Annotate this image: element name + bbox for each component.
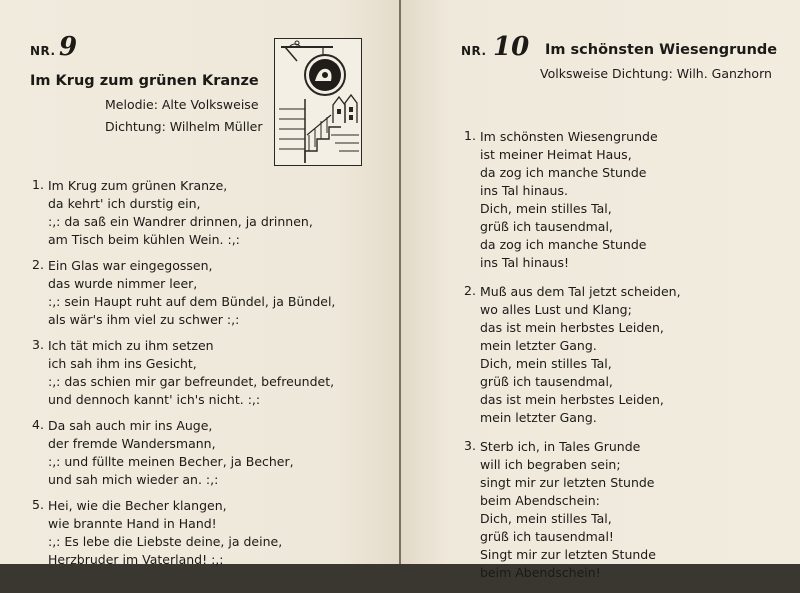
- song-title: Im schönsten Wiesengrunde: [545, 42, 778, 58]
- verse-line: :,: und füllte meinen Becher, ja Becher,: [48, 454, 294, 469]
- song-number: 9: [59, 32, 78, 62]
- verse-line: Muß aus dem Tal jetzt scheiden,: [480, 284, 681, 299]
- verse-line: das wurde nimmer leer,: [48, 276, 198, 291]
- left-page: [0, 0, 399, 567]
- verse-line: beim Abendschein:: [480, 493, 600, 508]
- verse-line: und sah mich wieder an. :,:: [48, 472, 219, 487]
- verse-line: Hei, wie die Becher klangen,: [48, 498, 227, 513]
- verse-line: Im schönsten Wiesengrunde: [480, 129, 658, 144]
- verse-line: der fremde Wandersmann,: [48, 436, 216, 451]
- verse-line: da zog ich manche Stunde: [480, 165, 647, 180]
- verse: [32, 497, 335, 569]
- verse-line: Da sah auch mir ins Auge,: [48, 418, 213, 433]
- verse: [32, 177, 335, 249]
- verse-line: Dich, mein stilles Tal,: [480, 511, 612, 526]
- verse-number: 1.: [464, 128, 476, 143]
- song-credits: Volksweise Dichtung: Wilh. Ganzhorn: [540, 66, 772, 81]
- verse-line: das ist mein herbstes Leiden,: [480, 392, 664, 407]
- melody-credit: Melodie: Alte Volksweise: [105, 97, 259, 112]
- verse-line: und dennoch kannt' ich's nicht. :,:: [48, 392, 261, 407]
- verse-line: beim Abendschein!: [480, 565, 601, 580]
- verse-line: grüß ich tausendmal!: [480, 529, 614, 544]
- tavern-illustration: [274, 38, 362, 166]
- song-title: Im Krug zum grünen Kranze: [30, 73, 259, 89]
- verse-line: ins Tal hinaus!: [480, 255, 569, 270]
- verse-line: wie brannte Hand in Hand!: [48, 516, 217, 531]
- verse-line: ich sah ihm ins Gesicht,: [48, 356, 197, 371]
- lyricist-credit: Dichtung: Wilhelm Müller: [105, 119, 263, 134]
- verse-line: :,: sein Haupt ruht auf dem Bündel, ja Bündel,: [48, 294, 336, 309]
- verse-number: 2.: [32, 257, 44, 272]
- right-verse-list: [464, 128, 681, 593]
- verse-number: 3.: [32, 337, 44, 352]
- verse: [32, 417, 335, 489]
- verse: [464, 283, 681, 427]
- verse-line: Ein Glas war eingegossen,: [48, 258, 213, 273]
- right-page: [401, 0, 800, 580]
- verse-line: da zog ich manche Stunde: [480, 237, 647, 252]
- verse-line: ins Tal hinaus.: [480, 183, 568, 198]
- verse-line: am Tisch beim kühlen Wein. :,:: [48, 232, 240, 247]
- song-nr-label: NR.: [461, 44, 487, 58]
- verse-line: singt mir zur letzten Stunde: [480, 475, 655, 490]
- verse-number: 1.: [32, 177, 44, 192]
- verse-line: Singt mir zur letzten Stunde: [480, 547, 656, 562]
- verse-line: mein letzter Gang.: [480, 410, 597, 425]
- verse-line: Dich, mein stilles Tal,: [480, 201, 612, 216]
- verse: [464, 128, 681, 272]
- left-verse-list: [32, 177, 336, 577]
- verse-line: :,: Es lebe die Liebste deine, ja deine,: [48, 534, 283, 549]
- verse: [464, 438, 681, 582]
- verse-number: 4.: [32, 417, 44, 432]
- verse-line: ist meiner Heimat Haus,: [480, 147, 632, 162]
- verse-line: will ich begraben sein;: [480, 457, 621, 472]
- verse-line: Dich, mein stilles Tal,: [480, 356, 612, 371]
- verse-line: Ich tät mich zu ihm setzen: [48, 338, 214, 353]
- verse: [32, 337, 335, 409]
- verse-line: :,: da saß ein Wandrer drinnen, ja drinnen,: [48, 214, 313, 229]
- song-number: 10: [493, 32, 530, 62]
- verse-line: grüß ich tausendmal,: [480, 219, 613, 234]
- verse-line: Sterb ich, in Tales Grunde: [480, 439, 641, 454]
- verse-number: 2.: [464, 283, 476, 298]
- verse-number: 3.: [464, 438, 476, 453]
- verse-line: da kehrt' ich durstig ein,: [48, 196, 201, 211]
- song-nr-label: NR.: [30, 44, 56, 58]
- verse-line: mein letzter Gang.: [480, 338, 597, 353]
- verse: [32, 257, 336, 329]
- verse-line: als wär's ihm viel zu schwer :,:: [48, 312, 240, 327]
- verse-line: wo alles Lust und Klang;: [480, 302, 632, 317]
- verse-line: das ist mein herbstes Leiden,: [480, 320, 664, 335]
- verse-line: Im Krug zum grünen Kranze,: [48, 178, 228, 193]
- verse-number: 5.: [32, 497, 44, 512]
- verse-line: :,: das schien mir gar befreundet, befreundet,: [48, 374, 335, 389]
- verse-line: Herzbruder im Vaterland! :,:: [48, 552, 224, 567]
- verse-line: grüß ich tausendmal,: [480, 374, 613, 389]
